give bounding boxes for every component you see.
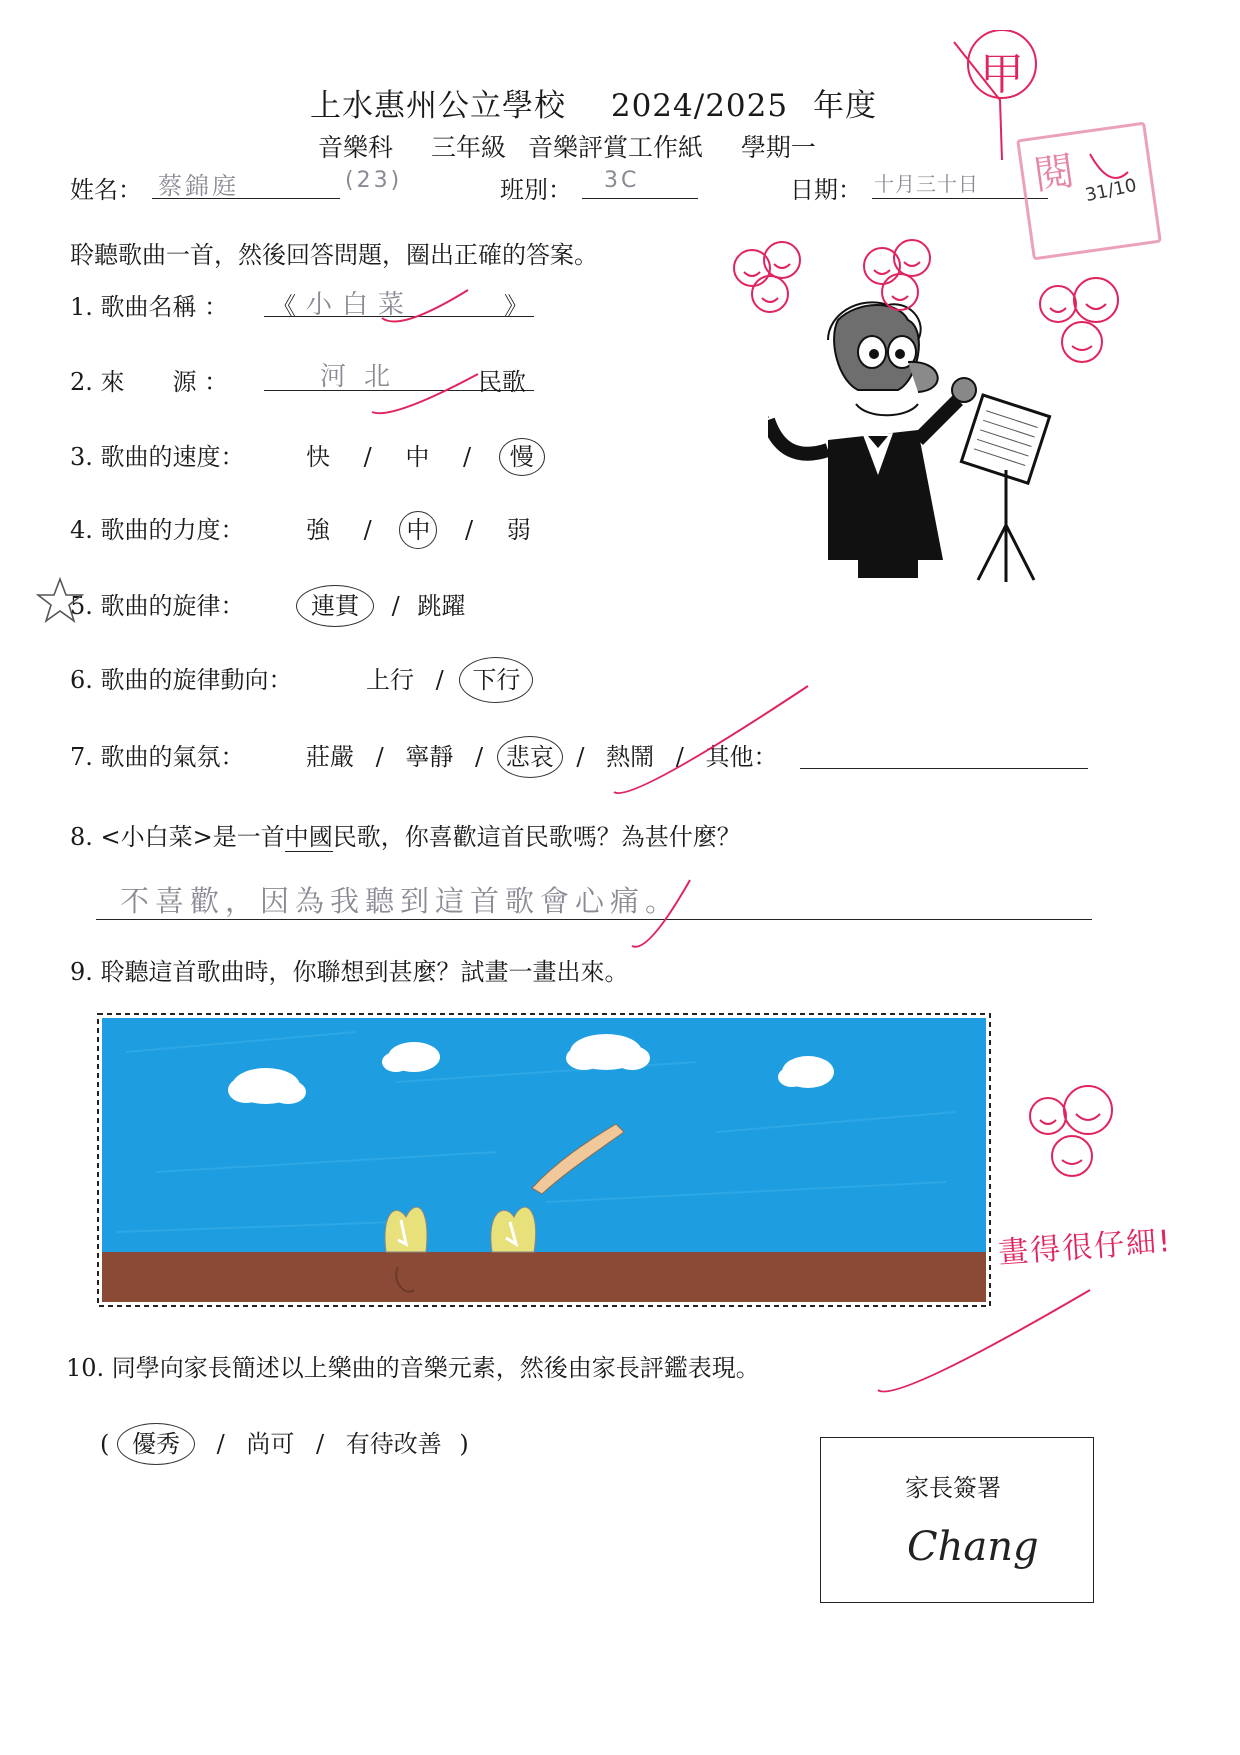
q3-option-slow-circled[interactable]: 慢 [499, 438, 545, 476]
q5-option-staccato[interactable]: 跳躍 [417, 592, 466, 620]
q7-option-calm[interactable]: 寧靜 [405, 743, 454, 771]
q10-label: 10. 同學向家長簡述以上樂曲的音樂元素，然後由家長評鑑表現。 [66, 1354, 760, 1382]
q2-label: 2. 來 源 ： [70, 368, 229, 396]
term-label: 學期一 [740, 133, 816, 162]
student-number: (23) [345, 168, 403, 193]
q6-option-descending-circled[interactable]: 下行 [459, 657, 533, 703]
q7-option-other[interactable]: 其他： [705, 743, 778, 771]
instructions: 聆聽歌曲一首，然後回答問題，圈出正確的答案。 [70, 241, 598, 269]
q10-option-excellent-circled[interactable]: 優秀 [117, 1423, 195, 1465]
q7-label: 7. 歌曲的氣氛： [70, 743, 245, 771]
q8-prefix: 8. <小白菜>是一首 [70, 823, 285, 851]
q1-label: 1. 歌曲名稱 ： [70, 293, 229, 321]
check-q7 [614, 686, 808, 793]
q3-option-medium[interactable]: 中 [405, 443, 430, 471]
check-q8 [632, 880, 690, 947]
q5-label: 5. 歌曲的旋律： [70, 592, 245, 620]
q6-label: 6. 歌曲的旋律動向： [70, 666, 293, 694]
check-q2 [372, 374, 478, 413]
signature-label: 家長簽署 [905, 1474, 1001, 1502]
q4-label: 4. 歌曲的力度： [70, 516, 245, 544]
teacher-comment: 畫得很仔細! [997, 1223, 1174, 1272]
q5-options: 連貫 / 跳躍 [296, 586, 465, 621]
q7-options: 莊嚴 / 寧靜 / 悲哀 / 熱鬧 / 其他： [306, 737, 778, 772]
sheet-title: 音樂評賞工作紙 [527, 133, 703, 162]
class-label: 班別： [500, 176, 572, 204]
date-label: 日期： [790, 176, 862, 204]
q4-options: 強 / 中 / 弱 [306, 510, 531, 545]
check-q1 [382, 290, 468, 322]
subject-label: 音樂科 [318, 133, 394, 162]
q7-option-lively[interactable]: 熱鬧 [606, 743, 655, 771]
class-value: 3C [604, 168, 640, 193]
q1-answer: 小白菜 [306, 290, 415, 320]
school-year-suffix: 年度 [812, 88, 877, 124]
school-year: 2024/2025 [610, 88, 789, 124]
q10-option-fair[interactable]: 尚可 [246, 1430, 295, 1458]
q5-option-legato-circled[interactable]: 連貫 [296, 585, 374, 627]
q3-option-fast[interactable]: 快 [306, 443, 330, 471]
q10-options: ( 優秀 / 尚可 / 有待改善 ) [100, 1424, 469, 1459]
q10-option-needs-improvement[interactable]: 有待改善 [345, 1430, 442, 1458]
q7-option-solemn[interactable]: 莊嚴 [306, 743, 354, 771]
name-value: 蔡錦庭 [158, 172, 239, 200]
q6-option-ascending[interactable]: 上行 [366, 666, 414, 694]
q7-option-sad-circled[interactable]: 悲哀 [497, 736, 563, 778]
stamp-text: 閱 [1031, 148, 1078, 200]
stamp-date: 31/10 [1083, 174, 1139, 207]
q3-options: 快 / 中 / 慢 [306, 437, 545, 472]
check-q10 [878, 1290, 1090, 1392]
parent-signature: Chang [907, 1524, 1039, 1570]
q8-suffix: 民歌，你喜歡這首民歌嗎？為甚什麼？ [332, 823, 741, 851]
name-label: 姓名： [70, 176, 142, 204]
grade-letter: 甲 [980, 49, 1024, 100]
q8-underlined: 中國 [284, 823, 333, 851]
q2-answer: 河北 [320, 362, 409, 392]
q4-option-weak[interactable]: 弱 [506, 516, 531, 544]
check-header [1090, 154, 1128, 178]
q2-suffix: 民歌 [478, 368, 526, 396]
date-value: 十月三十日 [874, 172, 979, 196]
school-name-text: 上水惠州公立學校 [310, 88, 566, 124]
grade-label: 三年級 [430, 133, 506, 162]
q4-option-strong[interactable]: 強 [306, 516, 330, 544]
q3-label: 3. 歌曲的速度： [70, 443, 245, 471]
q1-bracket-open: 《 [272, 292, 296, 320]
q8-answer: 不喜歡，因為我聽到這首歌會心痛。 [120, 884, 681, 918]
q1-bracket-close: 》 [504, 292, 528, 320]
q9-label: 9. 聆聽這首歌曲時，你聯想到甚麼？試畫一畫出來。 [70, 958, 629, 986]
q4-option-medium-circled[interactable]: 中 [399, 511, 437, 549]
q6-options: 上行 / 下行 [366, 660, 533, 695]
